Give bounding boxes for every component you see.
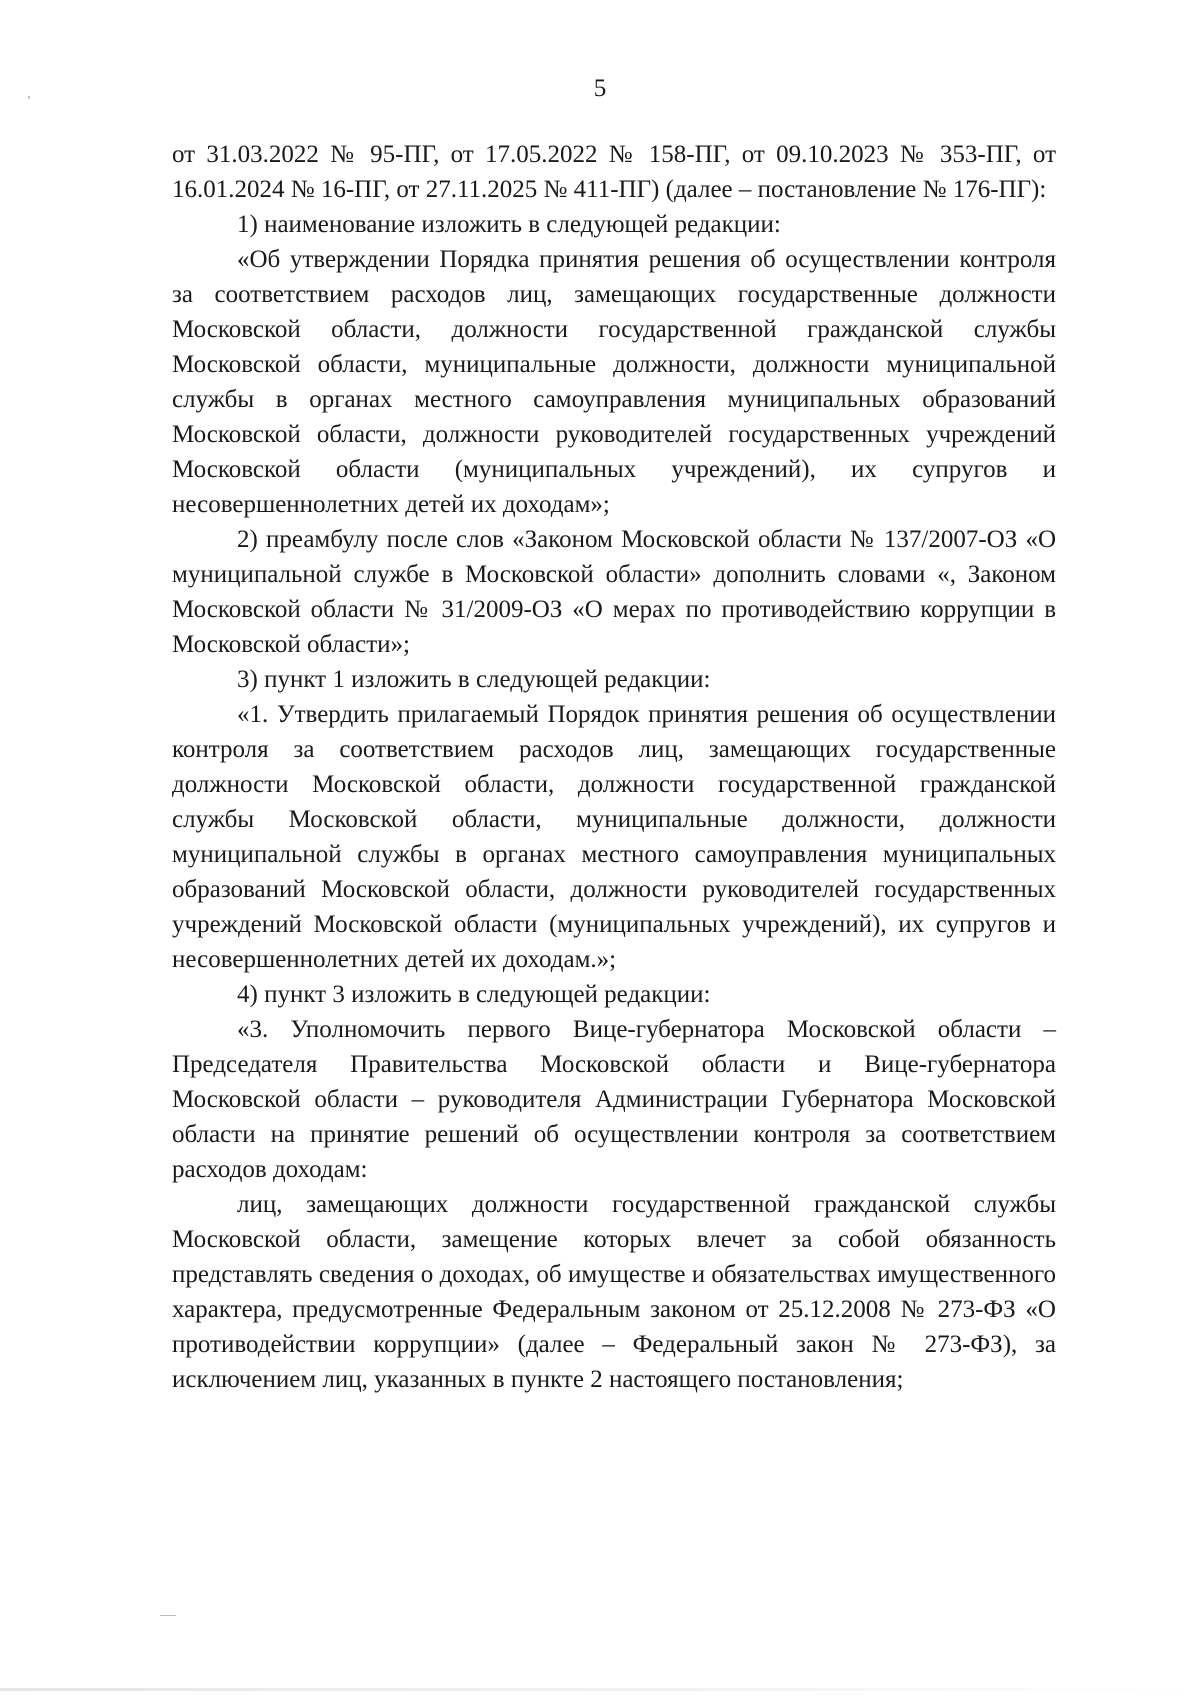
scan-edge-strip — [0, 1688, 1200, 1691]
paragraph-item-3: 3) пункт 1 изложить в следующей редакции: — [237, 666, 711, 693]
paragraph-new-title: «Об утверждении Порядка принятия решения об осуществлении контроля за соответствием расходов лиц, замещающих государственные должности Московской области, должности государственной гражданской службы Московской области, муниципальные должности, должности муниципальной службы в органах местного самоуправления муниципальных образований Московской области, должности руководителей государственных учреждений Московской области (муниципальных учреждений), их супругов и несовершеннолетних детей их доходам»; — [172, 246, 1056, 518]
paragraph-item-1: 1) наименование изложить в следующей редакции: — [237, 211, 781, 238]
paragraph-persons: лиц, замещающих должности государственной гражданской службы Московской области, замещение которых влечет за собой обязанность представлять сведения о доходах, об имуществе и обязательствах имущественного характера, предусмотренные Федеральным законом от 25.12.2008 № 273-ФЗ «О противодействии коррупции» (далее – Федеральный закон № 273-ФЗ), за исключением лиц, указанных в пункте 2 настоящего постановления; — [172, 1191, 1056, 1393]
paragraph-item-2: 2) преамбулу после слов «Законом Московской области № 137/2007-ОЗ «О муниципальной службе в Московской области» дополнить словами «, Законом Московской области № 31/2009-ОЗ «О мерах по противодействию коррупции в Московской области»; — [172, 526, 1056, 658]
page-number: 5 — [593, 75, 607, 102]
paragraph-point-1-text: «1. Утвердить прилагаемый Порядок принятия решения об осуществлении контроля за соответствием расходов лиц, замещающих государственные должности Московской области, должности государственной гражданской службы Московской области, муниципальные должности, должности муниципальной службы в органах местного самоуправления муниципальных образований Московской области, должности руководителей государственных учреждений Московской области (муниципальных учреждений), их супругов и несовершеннолетних детей их доходам.»; — [172, 701, 1056, 973]
paragraph-item-4: 4) пункт 3 изложить в следующей редакции: — [237, 981, 711, 1008]
paragraph-point-3-text: «3. Уполномочить первого Вице-губернатора Московской области – Председателя Правительства Московской области и Вице-губернатора Московской области – руководителя Администрации Губернатора Московской области на принятие решений об осуществлении контроля за соответствием расходов доходам: — [172, 1016, 1056, 1183]
document-body — [172, 137, 1056, 1397]
scan-artifact — [160, 1615, 176, 1616]
paragraph-intro: от 31.03.2022 № 95-ПГ, от 17.05.2022 № 158-ПГ, от 09.10.2023 № 353-ПГ, от 16.01.2024 № 16-ПГ, от 27.11.2025 № 411-ПГ) (далее – постановление № 176-ПГ): — [172, 141, 1056, 203]
